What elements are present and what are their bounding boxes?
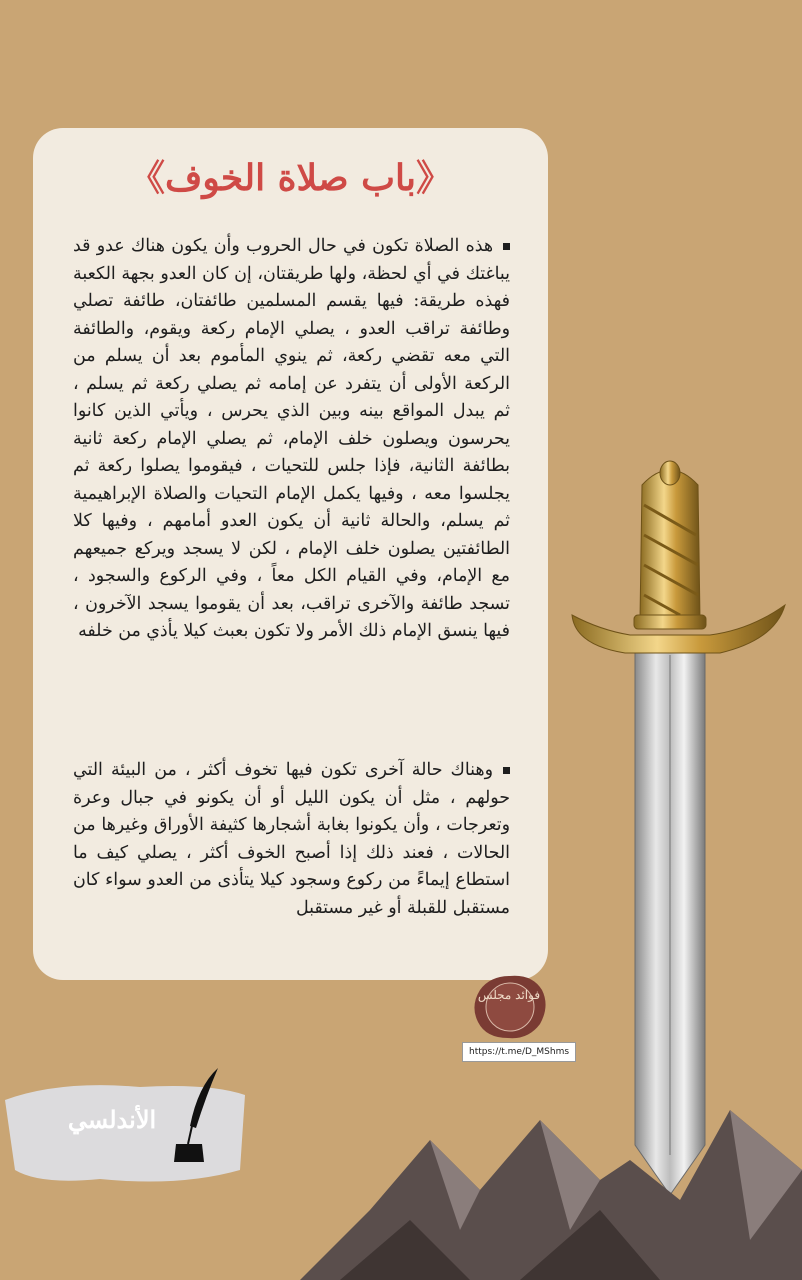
bullet-icon xyxy=(503,767,510,774)
mountains-illustration xyxy=(300,1080,802,1280)
seal-text: فوائد مجلس xyxy=(477,988,541,1002)
channel-link[interactable]: https://t.me/D_MShms xyxy=(462,1042,576,1062)
bullet-icon xyxy=(503,243,510,250)
quill-icon xyxy=(168,1066,224,1166)
paragraph-1 xyxy=(73,233,510,646)
content-card xyxy=(33,128,548,980)
author-label: الأندلسي xyxy=(67,1105,157,1134)
seal-icon xyxy=(470,972,550,1042)
page-title: 《باب صلاة الخوف》 xyxy=(129,157,452,199)
paragraph-1-text: هذه الصلاة تكون في حال الحروب وأن يكون هناك عدو قد يباغتك في أي لحظة، ولها طريقتان، إن كان العدو بجهة الكعبة فهذه طريقة: فيها يقسم المسلمين طائفتان، طائفة تصلي وطائفة تراقب العدو ، يصلي الإمام ركعة ويقوم، والطائفة التي معه تقضي ركعة، ثم ينوي المأموم بعد أن يسلم من الركعة الأولى أن يتفرد عن إمامه ثم يصلي ركعة ثم يسلم ، ثم يبدل المواقع بينه وبين الذي يحرس ، ويأتي الذين كانوا يحرسون ويصلون خلف الإمام، ثم يصلي الإمام ركعة ثانية بطائفة الثانية، فإذا جلس للتحيات ، فيقوموا يصلوا ركعة ثم يجلسوا معه ، وفيها يكمل الإمام التحيات والصلاة الإبراهيمية ثم يسلم، والحالة ثانية أن يكون العدو أمامهم ، وفيها كلا الطائفتين يصلون خلف الإمام ، لكن لا يسجد ويركع جميعهم مع الإمام، وفي القيام الكل معاً ، وفي الركوع والسجود ، تسجد طائفة والآخرى تراقب، بعد أن يقوموا يسجد الآخرون ، فيها ينسق الإمام ذلك الأمر ولا تكون بعبث كيلا يأذي من خلفه xyxy=(73,236,510,641)
paragraph-2 xyxy=(73,757,510,922)
paragraph-2-text: وهناك حالة آخرى تكون فيها تخوف أكثر ، من البيئة التي حولهم ، مثل أن يكون الليل أو أن يكونو في جبال وعرة وتعرجات ، وأن يكونوا بغابة أشجارها كثيفة الأوراق وغيرها من الحالات ، فعند ذلك إذا أصبح الخوف أكثر ، يصلي كيف ما استطاع إيماءً من ركوع وسجود كيلا يتأذى من العدو سواء كان مستقبل للقبلة أو غير مستقبل xyxy=(73,760,510,918)
